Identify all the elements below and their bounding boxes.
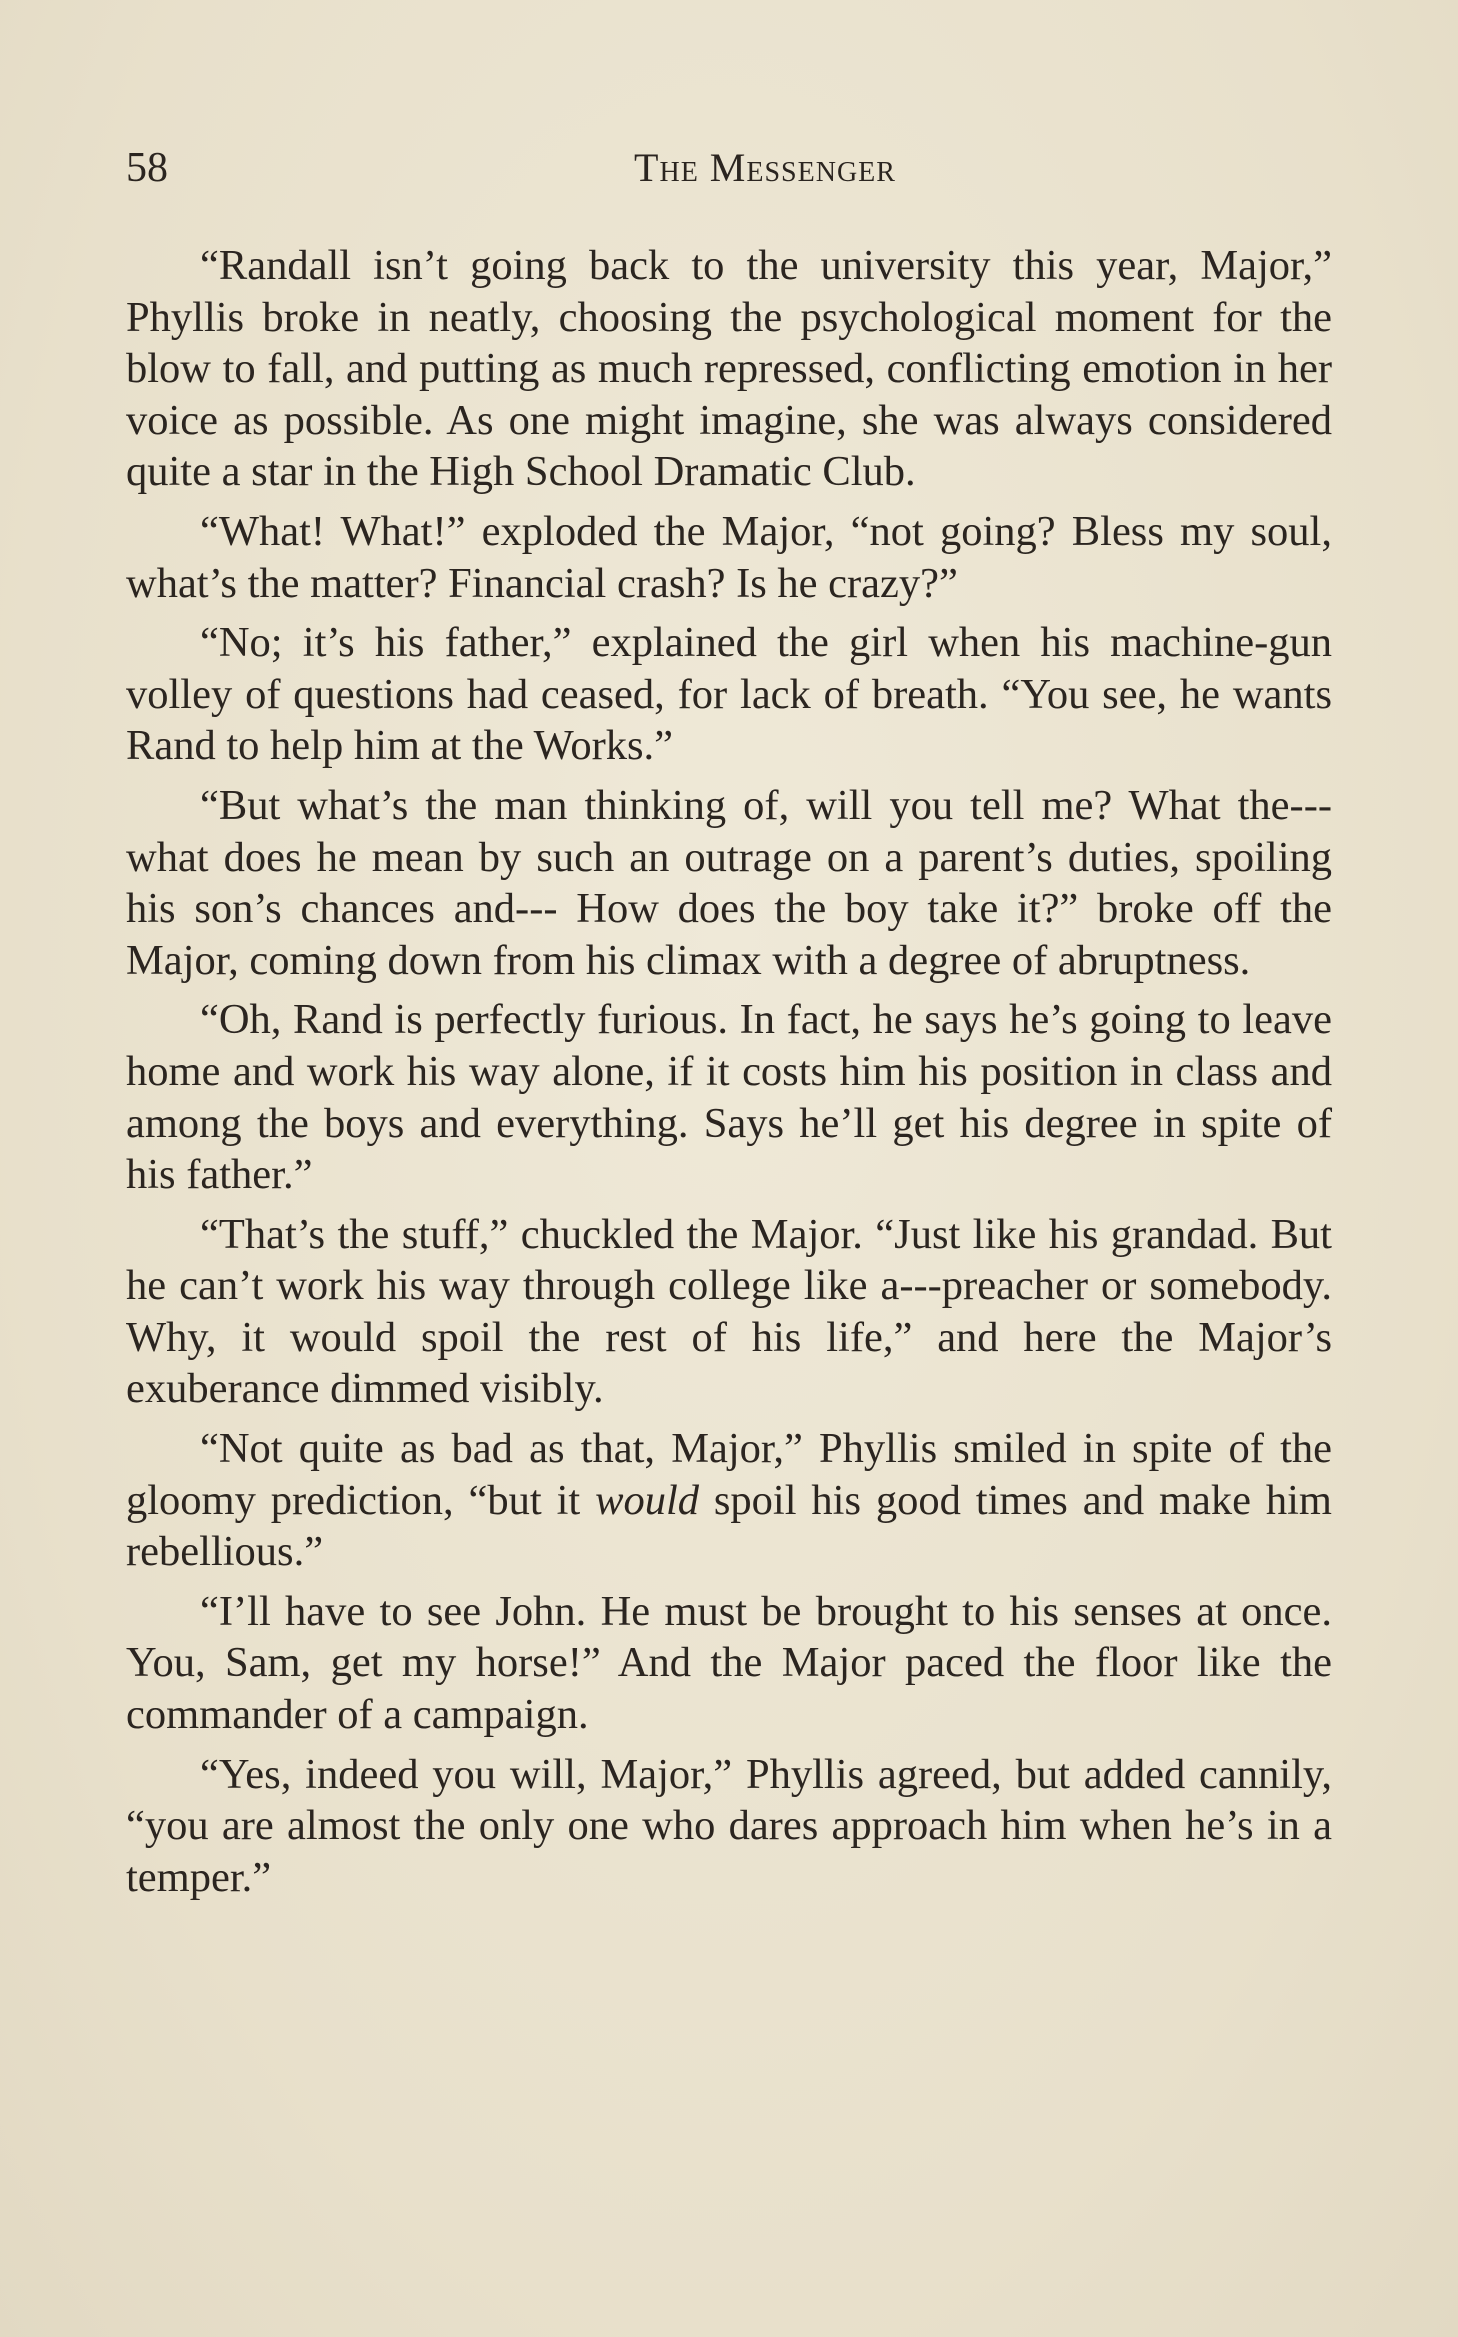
paragraph: “No; it’s his father,” explained the girl when his machine-gun volley of questions had ceased, for lack of breath. “You see, he wants Rand to help him at the Works.” [126,619,1332,770]
paragraph: “Randall isn’t going back to the university this year, Major,” Phyllis broke in neatly, choosing the psychological moment for the blow to fall, and putting as much repressed, conflicting emotion in her voice as possible. As one might imagine, she was always considered quite a star in the High School Dramatic Club. [126,242,1332,496]
running-head: The Messenger [634,145,896,190]
paragraph: “Oh, Rand is perfectly furious. In fact, he says he’s going to leave home and work his way alone, if it costs him his position in class and among the boys and everything. Says he’ll get his degree in spite of his father.” [126,996,1332,1199]
paragraph: “Yes, indeed you will, Major,” Phyllis agreed, but added cannily, “you are almost the only one who dares approach him when he’s in a temper.” [126,1750,1332,1901]
paragraph-text: spoil his good times and make him rebellious.” [126,1476,1332,1576]
body-text [126,240,1332,1903]
page-number: 58 [126,145,168,191]
paragraph: “But what’s the man thinking of, will you tell me? What the---what does he mean by such an outrage on a parent’s duties, spoiling his son’s chances and--- How does the boy take it?” broke off the Major, coming down from his climax with a degree of abruptness. [126,781,1332,984]
paragraph: “I’ll have to see John. He must be brought to his senses at once. You, Sam, get my horse!” And the Major paced the floor like the commander of a campaign. [126,1587,1332,1739]
page-header [126,138,1334,198]
paragraph: “What! What!” exploded the Major, “not going? Bless my soul, what’s the matter? Financial crash? Is he crazy?” [126,507,1332,607]
paragraph-text: “Not quite as bad as that, Major,” Phyllis smiled in spite of the gloomy prediction, “but it [126,1425,1332,1524]
paragraph: “That’s the stuff,” chuckled the Major. “Just like his grandad. But he can’t work his way through college like a---preacher or somebody. Why, it would spoil the rest of his life,” and here the Major’s exuberance dimmed visibly. [126,1210,1332,1413]
paragraph [126,1423,1332,1578]
italic-word: would [595,1476,699,1524]
